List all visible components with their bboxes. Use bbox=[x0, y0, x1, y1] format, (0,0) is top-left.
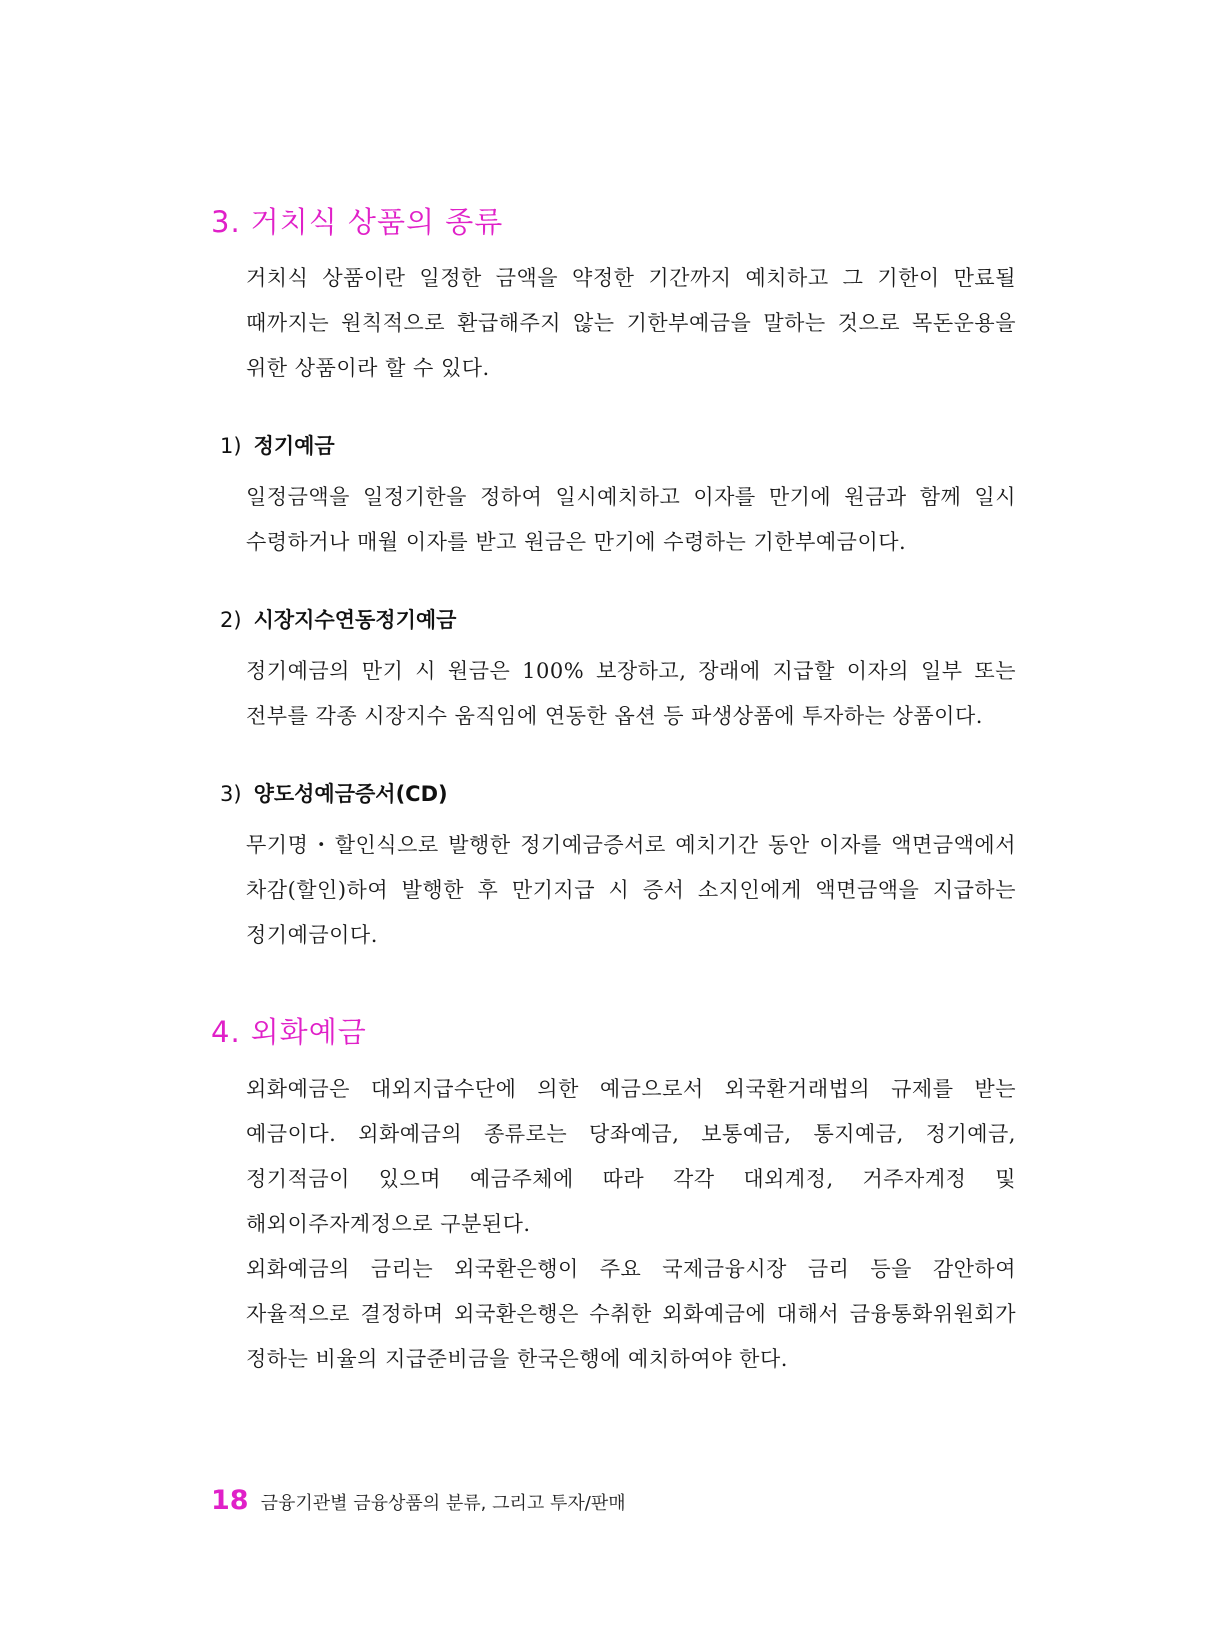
section-3-heading bbox=[211, 200, 503, 241]
section-3-intro: 거치식 상품이란 일정한 금액을 약정한 기간까지 예치하고 그 기한이 만료될 때까지는 원칙적으로 환급해주지 않는 기한부예금을 말하는 것으로 목돈운용을 위한 상품이라 할 수 있다. bbox=[246, 266, 1016, 380]
subsection-3-title: 양도성예금증서(CD) bbox=[253, 782, 448, 806]
subsection-1-heading bbox=[220, 430, 335, 460]
section-4-paragraph-2: 외화예금의 금리는 외국환은행이 주요 국제금융시장 금리 등을 감안하여 자율적으로 결정하며 외국환은행은 수취한 외화예금에 대해서 금융통화위원회가 정하는 비율의 지급준비금을 한국은행에 예치하여야 한다. bbox=[246, 1257, 1016, 1371]
section-4-number: 4. bbox=[211, 1015, 241, 1049]
page-footer bbox=[211, 1485, 626, 1516]
running-title: 금융기관별 금융상품의 분류, 그리고 투자/판매 bbox=[260, 1493, 626, 1514]
subsection-3-body: 무기명・할인식으로 발행한 정기예금증서로 예치기간 동안 이자를 액면금액에서 차감(할인)하여 발행한 후 만기지급 시 증서 소지인에게 액면금액을 지급하는 정기예금이다. bbox=[246, 833, 1016, 947]
subsection-3-number: 3) bbox=[220, 782, 242, 806]
section-4-title: 외화예금 bbox=[250, 1015, 367, 1049]
subsection-2-body: 정기예금의 만기 시 원금은 100% 보장하고, 장래에 지급할 이자의 일부 또는 전부를 각종 시장지수 움직임에 연동한 옵션 등 파생상품에 투자하는 상품이다. bbox=[246, 659, 1016, 728]
subsection-1-number: 1) bbox=[220, 434, 242, 458]
section-4-paragraph-1: 외화예금은 대외지급수단에 의한 예금으로서 외국환거래법의 규제를 받는 예금이다. 외화예금의 종류로는 당좌예금, 보통예금, 통지예금, 정기예금, 정기적금이 있으며 예금주체에 따라 각각 대외계정, 거주자계정 및 해외이주자계정으로 구분된다. bbox=[246, 1077, 1016, 1236]
subsection-2-number: 2) bbox=[220, 608, 242, 632]
section-4-heading bbox=[211, 1010, 367, 1051]
section-3-title: 거치식 상품의 종류 bbox=[250, 205, 504, 239]
subsection-3-heading bbox=[220, 778, 448, 808]
section-3-number: 3. bbox=[211, 205, 241, 239]
subsection-1-title: 정기예금 bbox=[253, 434, 335, 458]
page-number: 18 bbox=[211, 1485, 249, 1516]
subsection-2-title: 시장지수연동정기예금 bbox=[253, 608, 457, 632]
subsection-2-heading bbox=[220, 604, 456, 634]
subsection-1-body: 일정금액을 일정기한을 정하여 일시예치하고 이자를 만기에 원금과 함께 일시 수령하거나 매월 이자를 받고 원금은 만기에 수령하는 기한부예금이다. bbox=[246, 485, 1016, 554]
